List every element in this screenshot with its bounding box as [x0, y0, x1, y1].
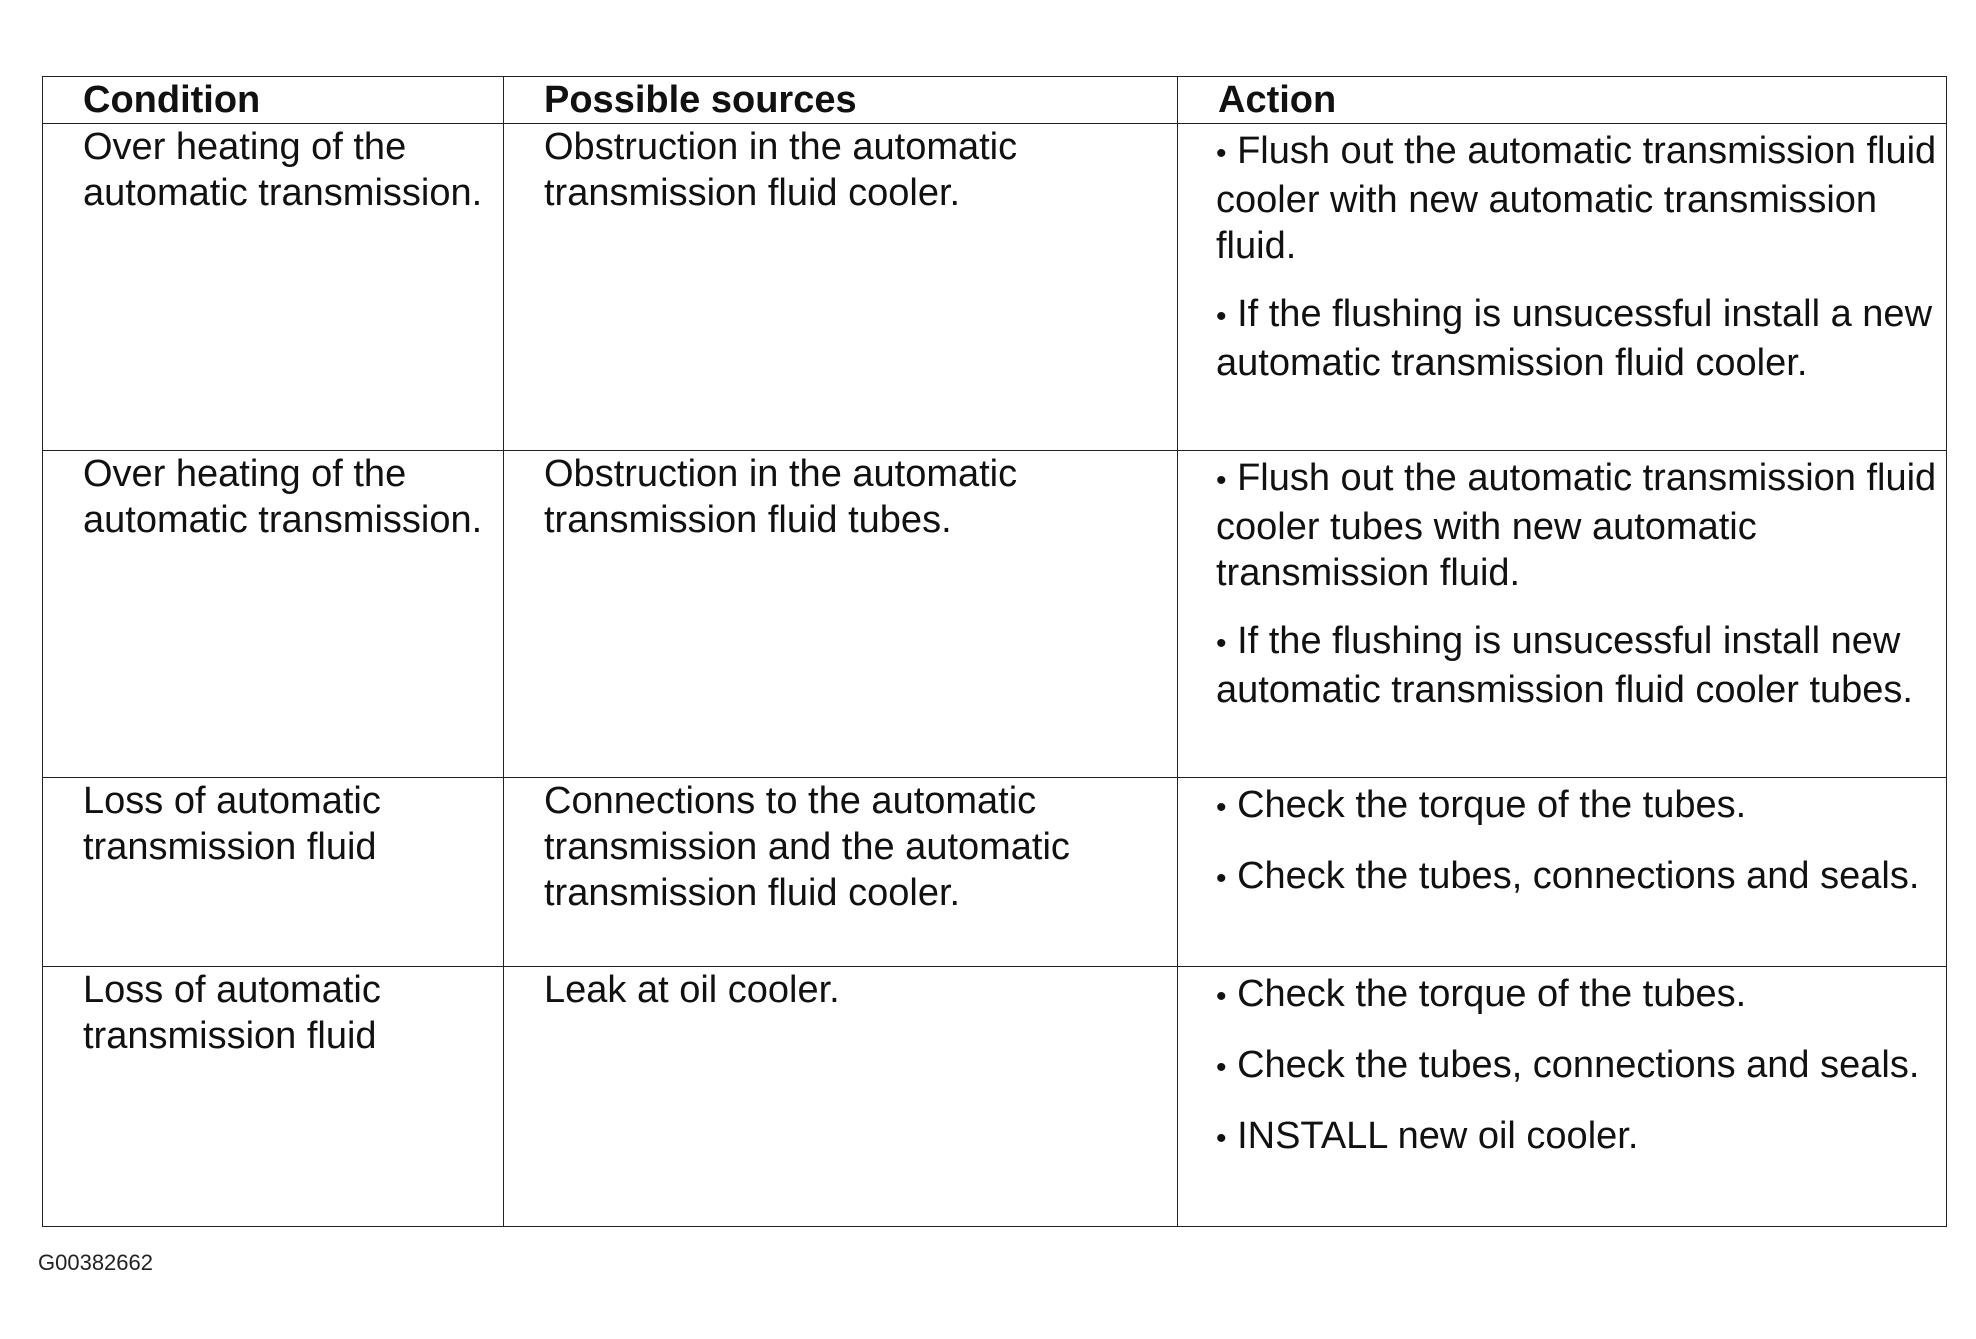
action-item: [1216, 1113, 1938, 1162]
action-item: [1216, 455, 1938, 596]
diagnosis-table: [42, 76, 1947, 1227]
table-row: [43, 124, 1947, 451]
source-cell: Leak at oil cooler.: [504, 967, 1178, 1227]
header-condition: Condition: [43, 77, 504, 124]
action-cell: [1178, 967, 1947, 1227]
condition-cell: Loss of automatic transmission fluid: [43, 967, 504, 1227]
action-item: [1216, 128, 1938, 269]
action-text: Check the tubes, connections and seals.: [1237, 855, 1920, 897]
action-cell: [1178, 124, 1947, 451]
action-text: Check the tubes, connections and seals.: [1237, 1044, 1920, 1086]
table-row: [43, 967, 1947, 1227]
source-cell: Obstruction in the automatic transmission fluid tubes.: [504, 451, 1178, 778]
header-row: [43, 77, 1947, 124]
action-item: [1216, 782, 1938, 831]
source-cell: Connections to the automatic transmission and the automatic transmission fluid cooler.: [504, 778, 1178, 967]
bullet-icon: •: [1216, 1122, 1227, 1155]
action-cell: [1178, 451, 1947, 778]
action-text: Flush out the automatic transmission fluid cooler with new automatic transmission fluid.: [1216, 130, 1937, 267]
figure-id: G00382662: [38, 1250, 153, 1275]
action-item: [1216, 853, 1938, 902]
bullet-icon: •: [1216, 1051, 1227, 1084]
action-item: [1216, 618, 1938, 713]
bullet-icon: •: [1216, 300, 1227, 333]
action-text: If the flushing is unsucessful install new automatic transmission fluid cooler tubes.: [1216, 620, 1913, 711]
action-item: [1216, 291, 1938, 386]
bullet-icon: •: [1216, 791, 1227, 824]
table-row: [43, 451, 1947, 778]
condition-cell: Over heating of the automatic transmission.: [43, 451, 504, 778]
action-text: Check the torque of the tubes.: [1237, 973, 1747, 1015]
condition-cell: Over heating of the automatic transmission.: [43, 124, 504, 451]
condition-cell: Loss of automatic transmission fluid: [43, 778, 504, 967]
action-text: Flush out the automatic transmission fluid cooler tubes with new automatic transmission fluid.: [1216, 457, 1937, 594]
table-row: [43, 778, 1947, 967]
action-text: Check the torque of the tubes.: [1237, 784, 1747, 826]
bullet-icon: •: [1216, 627, 1227, 660]
bullet-icon: •: [1216, 137, 1227, 170]
action-text: If the flushing is unsucessful install a new automatic transmission fluid cooler.: [1216, 293, 1933, 384]
action-cell: [1178, 778, 1947, 967]
header-possible-sources: Possible sources: [504, 77, 1178, 124]
bullet-icon: •: [1216, 980, 1227, 1013]
action-text: INSTALL new oil cooler.: [1237, 1115, 1639, 1157]
bullet-icon: •: [1216, 862, 1227, 895]
source-cell: Obstruction in the automatic transmission fluid cooler.: [504, 124, 1178, 451]
header-action: Action: [1178, 77, 1947, 124]
bullet-icon: •: [1216, 464, 1227, 497]
action-item: [1216, 1042, 1938, 1091]
action-item: [1216, 971, 1938, 1020]
